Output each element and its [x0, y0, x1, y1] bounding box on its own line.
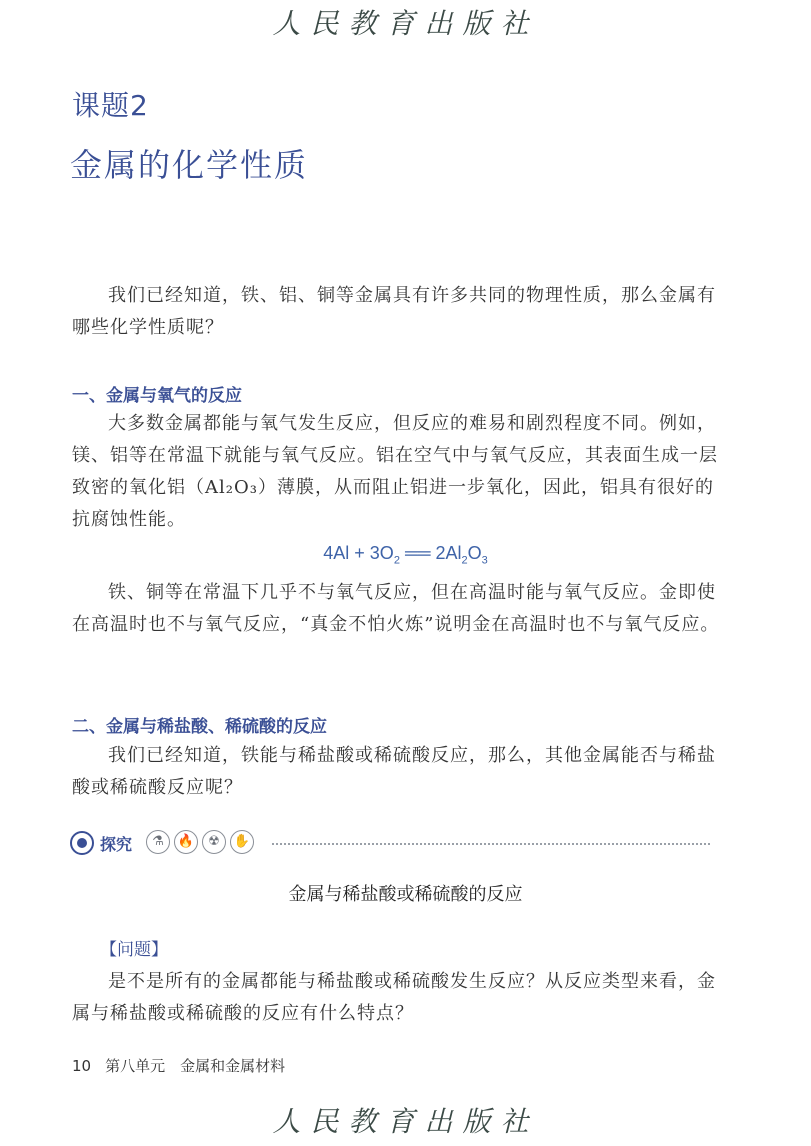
- question-tag: 【问题】: [100, 940, 168, 960]
- publisher-watermark-bottom: 人民教育出版社: [272, 1105, 539, 1138]
- equation-arrow: ══: [399, 543, 436, 563]
- section1-paragraph-1: 大多数金属都能与氧气发生反应，但反应的难易和剧烈程度不同。例如，镁、铝等在常温下就能与氧气反应。铝在空气中与氧气反应，其表面生成一层致密的氧化铝（Al₂O₃）薄膜，从而阻止铝进一步氧化，因此，铝具有很好的抗腐蚀性能。: [72, 413, 718, 530]
- section2-paragraph: 我们已经知道，铁能与稀盐酸或稀硫酸反应，那么，其他金属能否与稀盐酸或稀硫酸反应呢？: [72, 745, 716, 798]
- explore-label: 探究: [100, 835, 133, 854]
- explore-icon-group: [146, 830, 254, 854]
- equation-left: 4Al + 3O: [323, 543, 394, 563]
- equation-sub-o3: 3: [481, 554, 488, 567]
- page-title: 金属的化学性质: [70, 146, 309, 184]
- explore-bar: [70, 829, 710, 859]
- page-number: 10: [72, 1057, 92, 1075]
- section-heading-oxygen: 一、金属与氧气的反应: [72, 386, 242, 406]
- equation-o: O: [467, 543, 482, 563]
- flame-icon: 🔥: [174, 830, 198, 854]
- flask-icon: ⚗: [146, 830, 170, 854]
- experiment-title: 金属与稀盐酸或稀硫酸的反应: [288, 884, 523, 905]
- equation-right: 2Al: [435, 543, 462, 563]
- equation-sub-o2: 2: [393, 554, 400, 567]
- equation-sub-al: 2: [461, 554, 468, 567]
- chemical-equation: [0, 543, 811, 567]
- question-text: 是不是所有的金属都能与稀盐酸或稀硫酸发生反应？从反应类型来看，金属与稀盐酸或稀硫酸的反应有什么特点？: [72, 971, 716, 1024]
- biohazard-icon: ☢: [202, 830, 226, 854]
- lesson-label: 课题2: [72, 89, 149, 122]
- publisher-watermark-top: 人民教育出版社: [272, 7, 539, 40]
- intro-paragraph: 我们已经知道，铁、铝、铜等金属具有许多共同的物理性质，那么金属有哪些化学性质呢？: [72, 285, 716, 338]
- section-heading-acids: 二、金属与稀盐酸、稀硫酸的反应: [72, 717, 327, 737]
- page-footer: [72, 1055, 285, 1076]
- hand-icon: ✋: [230, 830, 254, 854]
- explore-target-icon: [70, 831, 94, 855]
- unit-title: 第八单元 金属和金属材料: [105, 1057, 286, 1075]
- dotted-divider: [272, 843, 710, 845]
- section1-paragraph-2: 铁、铜等在常温下几乎不与氧气反应，但在高温时能与氧气反应。金即使在高温时也不与氧气反应，“真金不怕火炼”说明金在高温时也不与氧气反应。: [72, 582, 720, 635]
